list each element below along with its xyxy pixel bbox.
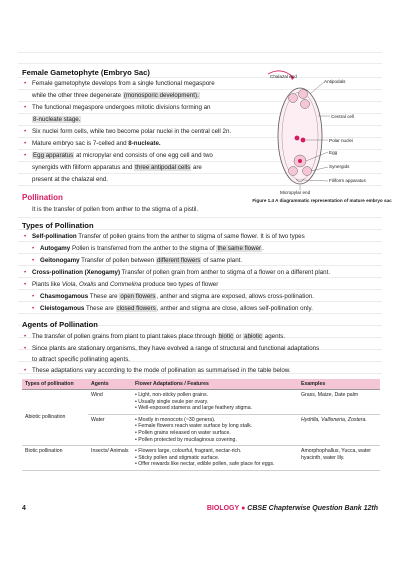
antipodal-cell (299, 90, 308, 99)
figure-caption: Figure 1.4 A diagrammatic representation of mature embryo sac (252, 198, 392, 203)
label-synergids: Synergids (329, 164, 350, 169)
embryo-sac-diagram (238, 64, 388, 212)
female-gametophyte-heading: Female Gametophyte (Embryo Sac) (22, 68, 150, 77)
pollination-table (22, 379, 380, 471)
gametophyte-line: Mature embryo sac is 7-celled and 8-nucleate. (32, 140, 161, 147)
self-pollination-line: Self-pollination Transfer of pollen grains from the anther to stigma of same flower. It is of two types (32, 233, 305, 240)
water-agent: Water (88, 414, 132, 445)
table-row (22, 390, 380, 415)
gametophyte-line: synergids with filiform apparatus and three antipodal cells are (32, 164, 202, 171)
label-chalazal-end: Chalazal end (270, 74, 297, 79)
label-egg: Egg (329, 150, 338, 155)
label-antipodals: Antipodals (324, 79, 346, 84)
agents-line-1: The transfer of pollen grains from plant to plant takes place through biotic or abiotic agents. (32, 333, 286, 340)
agents-line-3: to attract specific pollinating agents. (32, 356, 131, 363)
pollination-definition: It is the transfer of pollen from anther to the stigma of a pistil. (32, 206, 199, 213)
label-micropylar-end: Micropylar end (280, 190, 311, 195)
abiotic-label: Abiotic pollination (22, 390, 88, 446)
wind-features: • Light, non-sticky pollen grains. • Usually single ovule per ovary. • Well-exposed stamens and large feathery stigma. (132, 390, 298, 415)
header-agents: Agents (88, 379, 132, 390)
table-header-row (22, 379, 380, 390)
footer-title: BIOLOGY ● CBSE Chapterwise Question Bank 12th (206, 505, 378, 512)
header-types: Types of pollination (22, 379, 88, 390)
pollination-heading: Pollination (22, 193, 63, 202)
label-polar-nuclei: Polar nuclei (329, 138, 354, 143)
bullet-icon: • (24, 80, 27, 87)
gametophyte-line: The functional megaspore undergoes mitotic divisions forming an (32, 104, 211, 111)
table-row (22, 446, 380, 471)
header-examples: Examples (298, 379, 380, 390)
wind-agent: Wind (88, 390, 132, 415)
cross-pollination-line: Cross-pollination (Xenogamy) Transfer of pollen grain from anther to stigma of a flower on a different plant. (32, 269, 331, 276)
geitonogamy-line: Geitonogamy Transfer of pollen between different flowers of same plant. (40, 257, 243, 264)
embryo-sac-outline (278, 88, 322, 184)
agents-line-2: Since plants are stationary organisms, they have evolved a range of structural and functional adaptations (32, 345, 320, 352)
synergid (303, 167, 312, 176)
water-examples: Hydrilla, Vallisneria, Zostera. (298, 414, 380, 445)
agents-line-4: These adaptations vary according to the mode of pollination as summarised in the table below. (32, 367, 291, 374)
polar-nucleus (295, 136, 300, 141)
bullet-icon: • (24, 104, 27, 111)
antipodal-cell (301, 100, 310, 109)
biotic-label: Biotic pollination (22, 446, 88, 471)
insect-features: • Flowers large, colourful, fragrant, nectar-rich. • Sticky pollen and stigmatic surface. • Offer rewards like nectar, edible pollen, safe place for eggs. (132, 446, 298, 471)
gametophyte-line: Egg apparatus at micropylar end consists of one egg cell and two (33, 152, 213, 159)
insect-agent: Insects/ Animals (88, 446, 132, 471)
page-number: 4 (22, 505, 26, 512)
chasmogamous-line: Chasmogamous These are open flowers, anther and stigma are exposed, allows cross-pollination. (40, 293, 314, 300)
plants-line: Plants like Viola, Oxalis and Commelina produce two types of flower (32, 281, 219, 288)
insect-examples: Amorphophallus, Yucca, water hyacinth, water lily. (298, 446, 380, 471)
synergid (289, 167, 298, 176)
gametophyte-line: Female gametophyte develops from a single functional megaspore (32, 80, 215, 87)
autogamy-line: Autogamy Pollen is transferred from the anther to the stigma of the same flower. (40, 245, 264, 252)
document-page: Female Gametophyte (Embryo Sac) • Female gametophyte develops from a single functional megaspore while the other three degenerate (monosporic development). • The functional megaspore undergoes mitotic divisions forming an 8-nucleate stage. • Six nuclei form cells, while two become polar nuclei in the central cell 2n. • Mature embryo sac is 7-celled and 8-nucleate. • Egg apparatus at micropylar end consists of one egg cell and two synergids with filiform apparatus and three antipodal cells are present at the chalazal end. Chalazal end Antipodals Central cell Polar nuclei Egg Synergids Filiform apparatus Micropylar end Figure 1.4 A diagrammatic representation of mature embryo sac Pollination It is the transfer of pollen from anther to the stigma of a pistil. Types of Pollination • Self-pollination Transfer of pollen grains from the anther to stigma of same flower. It is of two types • Autogamy Pollen is transferred from the anther to the stigma of the same flower. • Geitonogamy Transfer of pollen between different flowers of same plant. • Cross-pollination (Xenogamy) Transfer of pollen grain from anther to stigma of a flower on a different plant. • Plants like Viola, Oxalis and Commelina produce two types of flower • Chasmogamous These are open flowers, anther and stigma are exposed, allows cross-pollination. • Cleistogamous These are closed flowers, anther and stigma are close, allows self-pollination only. Agents of Pollination • The transfer of pollen grains from plant to plant takes place through biotic or abiotic agents. • Since plants are stationary organisms, they have evolved a range of structural and functional adaptations to attract specific pollinating agents. • These adaptations vary according to the mode of pollination as summarised in the table below. Types of pollination Agents Flower Adaptations / Features Examples Abiotic pollination Wind • Light, non-sticky pollen grains. • Usually single ovule per ovary. • Well-exposed stamens and large feathery stigma. Grass, Maize, Date palm Water • Mostly in monocots (~30 genera). • Female flowers reach water surface by long stalk. • Pollen grains released on water surface. • Pollen protected by mucilaginous covering. Hydrilla, Vallisneria, Zostera. Biotic pollination Insects/ Animals • Flowers large, colourful, fragrant, nectar-rich. • Sticky pollen and stigmatic surface. • Offer rewards like nectar, edible pollen, safe place for eggs. Amorphophallus, Yucca, water hyacinth, water lily. 4 BIOLOGY ● CBSE Chapterwise Question Bank 12th (0, 0, 400, 566)
label-filiform: Filiform apparatus (329, 178, 366, 183)
bullet-icon: ● (241, 505, 246, 512)
bullet-icon: • (24, 152, 27, 159)
polar-nucleus (301, 138, 306, 143)
header-features: Flower Adaptations / Features (132, 379, 298, 390)
bullet-icon: • (24, 140, 27, 147)
antipodal-cell (289, 94, 298, 103)
gametophyte-line: Six nuclei form cells, while two become polar nuclei in the central cell 2n. (32, 128, 232, 135)
embryo-sac-illustration (238, 64, 388, 212)
wind-examples: Grass, Maize, Date palm (298, 390, 380, 415)
types-heading: Types of Pollination (22, 221, 94, 230)
bullet-icon: • (24, 128, 27, 135)
cleistogamous-line: Cleistogamous These are closed flowers, anther and stigma are close, allows self-pollination only. (40, 305, 313, 312)
agents-heading: Agents of Pollination (22, 320, 98, 329)
label-central-cell: Central cell (331, 114, 354, 119)
gametophyte-line: while the other three degenerate (monosporic development). (32, 92, 199, 99)
water-features: • Mostly in monocots (~30 genera). • Female flowers reach water surface by long stalk. • Pollen grains released on water surface. • Pollen protected by mucilaginous covering. (132, 414, 298, 445)
page-footer (22, 505, 378, 517)
gametophyte-line: 8-nucleate stage. (33, 116, 81, 123)
gametophyte-line: present at the chalazal end. (32, 176, 109, 183)
